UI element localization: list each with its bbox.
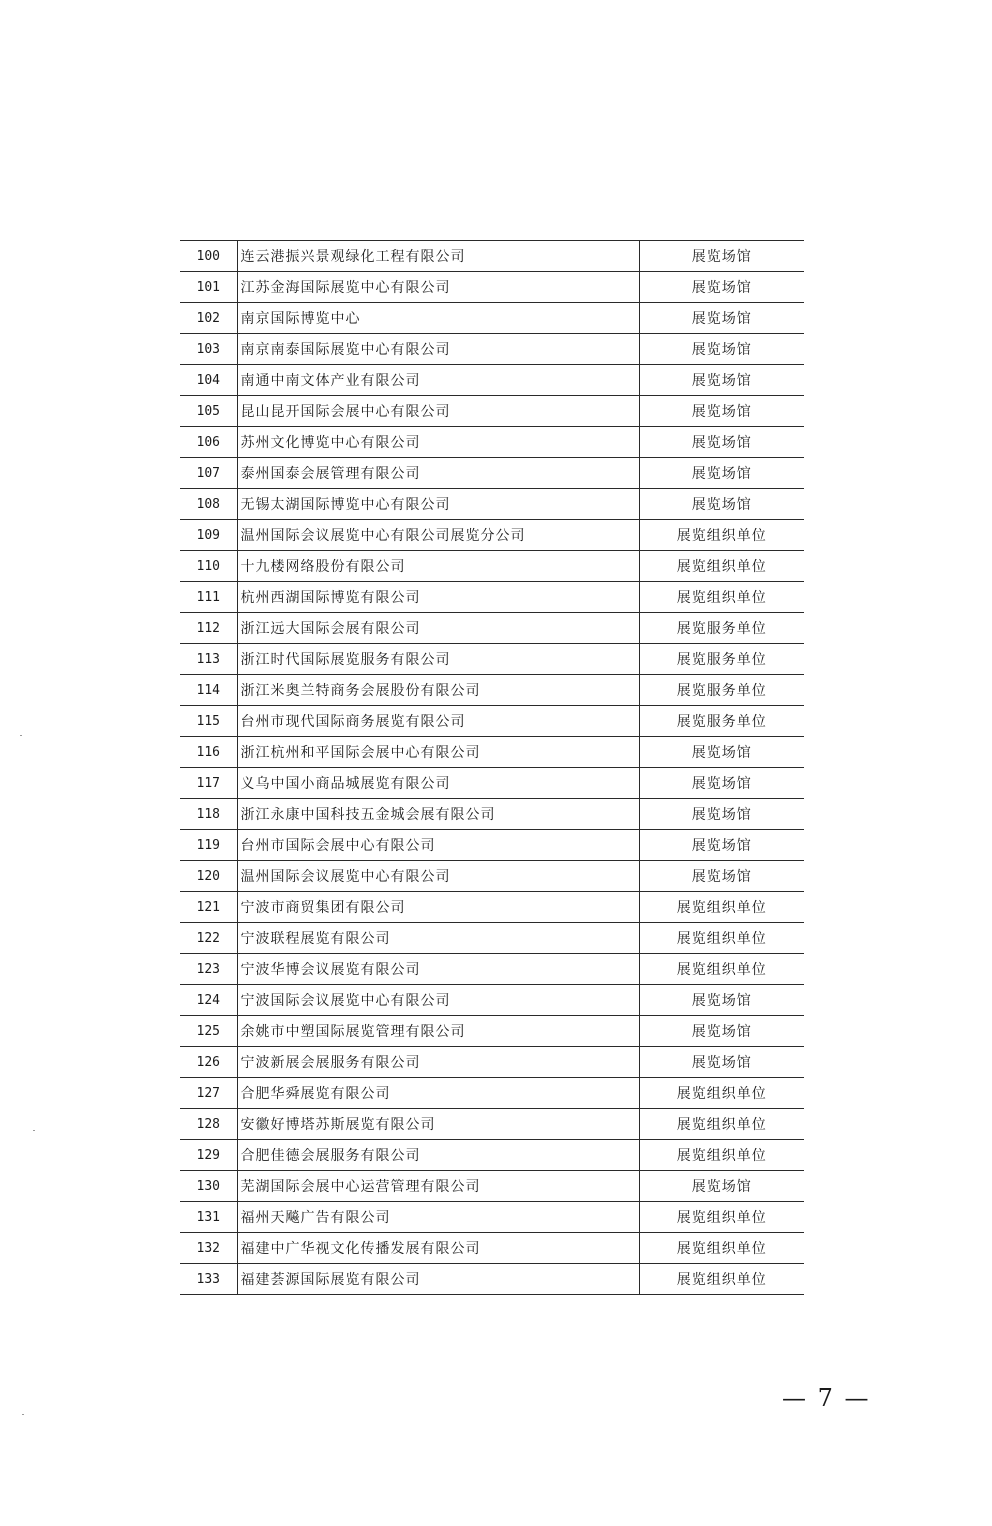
exhibition-units-table-container [180, 240, 804, 1295]
table-row [180, 272, 804, 303]
unit-type: 展览场馆 [639, 427, 804, 458]
unit-type: 展览场馆 [639, 303, 804, 334]
unit-type: 展览场馆 [639, 458, 804, 489]
company-name: 余姚市中塑国际展览管理有限公司 [237, 1016, 639, 1047]
company-name: 南通中南文体产业有限公司 [237, 365, 639, 396]
company-name: 福建中广华视文化传播发展有限公司 [237, 1233, 639, 1264]
table-row [180, 1109, 804, 1140]
table-row [180, 954, 804, 985]
unit-type: 展览组织单位 [639, 520, 804, 551]
row-number: 103 [180, 334, 237, 365]
company-name: 十九楼网络股份有限公司 [237, 551, 639, 582]
company-name: 福建荟源国际展览有限公司 [237, 1264, 639, 1295]
table-row [180, 365, 804, 396]
unit-type: 展览组织单位 [639, 1202, 804, 1233]
row-number: 106 [180, 427, 237, 458]
table-row [180, 892, 804, 923]
unit-type: 展览场馆 [639, 396, 804, 427]
unit-type: 展览组织单位 [639, 1078, 804, 1109]
row-number: 105 [180, 396, 237, 427]
company-name: 台州市国际会展中心有限公司 [237, 830, 639, 861]
table-row [180, 427, 804, 458]
row-number: 112 [180, 613, 237, 644]
unit-type: 展览场馆 [639, 1047, 804, 1078]
row-number: 121 [180, 892, 237, 923]
company-name: 浙江杭州和平国际会展中心有限公司 [237, 737, 639, 768]
row-number: 109 [180, 520, 237, 551]
table-row [180, 241, 804, 272]
row-number: 108 [180, 489, 237, 520]
table-row [180, 923, 804, 954]
row-number: 133 [180, 1264, 237, 1295]
unit-type: 展览场馆 [639, 489, 804, 520]
row-number: 111 [180, 582, 237, 613]
company-name: 宁波新展会展服务有限公司 [237, 1047, 639, 1078]
unit-type: 展览组织单位 [639, 582, 804, 613]
table-row [180, 675, 804, 706]
unit-type: 展览组织单位 [639, 1233, 804, 1264]
table-row [180, 396, 804, 427]
table-row [180, 1078, 804, 1109]
row-number: 116 [180, 737, 237, 768]
row-number: 130 [180, 1171, 237, 1202]
row-number: 126 [180, 1047, 237, 1078]
company-name: 杭州西湖国际博览有限公司 [237, 582, 639, 613]
table-row [180, 1140, 804, 1171]
table-row [180, 1171, 804, 1202]
unit-type: 展览组织单位 [639, 923, 804, 954]
company-name: 浙江时代国际展览服务有限公司 [237, 644, 639, 675]
row-number: 114 [180, 675, 237, 706]
company-name: 浙江米奥兰特商务会展股份有限公司 [237, 675, 639, 706]
row-number: 119 [180, 830, 237, 861]
row-number: 107 [180, 458, 237, 489]
table-row [180, 985, 804, 1016]
unit-type: 展览场馆 [639, 1171, 804, 1202]
company-name: 宁波华博会议展览有限公司 [237, 954, 639, 985]
page-number: — 7 — [782, 1384, 871, 1412]
unit-type: 展览场馆 [639, 272, 804, 303]
table-row [180, 737, 804, 768]
scan-speck [20, 735, 22, 736]
row-number: 104 [180, 365, 237, 396]
table-row [180, 582, 804, 613]
table-row [180, 520, 804, 551]
table-row [180, 644, 804, 675]
table-row [180, 768, 804, 799]
company-name: 苏州文化博览中心有限公司 [237, 427, 639, 458]
row-number: 117 [180, 768, 237, 799]
unit-type: 展览服务单位 [639, 613, 804, 644]
row-number: 124 [180, 985, 237, 1016]
exhibition-units-table [180, 240, 804, 1295]
unit-type: 展览场馆 [639, 334, 804, 365]
unit-type: 展览组织单位 [639, 892, 804, 923]
row-number: 113 [180, 644, 237, 675]
row-number: 132 [180, 1233, 237, 1264]
company-name: 温州国际会议展览中心有限公司展览分公司 [237, 520, 639, 551]
unit-type: 展览场馆 [639, 365, 804, 396]
table-row [180, 1264, 804, 1295]
table-row [180, 489, 804, 520]
company-name: 宁波联程展览有限公司 [237, 923, 639, 954]
company-name: 台州市现代国际商务展览有限公司 [237, 706, 639, 737]
table-row [180, 830, 804, 861]
scan-speck [33, 1130, 35, 1131]
table-row [180, 1047, 804, 1078]
company-name: 合肥华舜展览有限公司 [237, 1078, 639, 1109]
company-name: 宁波国际会议展览中心有限公司 [237, 985, 639, 1016]
row-number: 125 [180, 1016, 237, 1047]
unit-type: 展览场馆 [639, 241, 804, 272]
row-number: 123 [180, 954, 237, 985]
company-name: 浙江永康中国科技五金城会展有限公司 [237, 799, 639, 830]
row-number: 131 [180, 1202, 237, 1233]
table-row [180, 799, 804, 830]
company-name: 合肥佳德会展服务有限公司 [237, 1140, 639, 1171]
unit-type: 展览组织单位 [639, 1264, 804, 1295]
company-name: 安徽好博塔苏斯展览有限公司 [237, 1109, 639, 1140]
company-name: 福州天飚广告有限公司 [237, 1202, 639, 1233]
company-name: 宁波市商贸集团有限公司 [237, 892, 639, 923]
company-name: 芜湖国际会展中心运营管理有限公司 [237, 1171, 639, 1202]
company-name: 昆山昆开国际会展中心有限公司 [237, 396, 639, 427]
company-name: 南京南泰国际展览中心有限公司 [237, 334, 639, 365]
unit-type: 展览服务单位 [639, 706, 804, 737]
row-number: 129 [180, 1140, 237, 1171]
unit-type: 展览场馆 [639, 768, 804, 799]
company-name: 泰州国泰会展管理有限公司 [237, 458, 639, 489]
company-name: 无锡太湖国际博览中心有限公司 [237, 489, 639, 520]
table-row [180, 613, 804, 644]
row-number: 101 [180, 272, 237, 303]
row-number: 102 [180, 303, 237, 334]
unit-type: 展览场馆 [639, 985, 804, 1016]
table-row [180, 334, 804, 365]
row-number: 110 [180, 551, 237, 582]
unit-type: 展览场馆 [639, 737, 804, 768]
company-name: 温州国际会议展览中心有限公司 [237, 861, 639, 892]
scan-speck [22, 1414, 24, 1415]
row-number: 115 [180, 706, 237, 737]
table-body [180, 241, 804, 1295]
row-number: 122 [180, 923, 237, 954]
table-row [180, 706, 804, 737]
table-row [180, 303, 804, 334]
unit-type: 展览组织单位 [639, 551, 804, 582]
table-row [180, 551, 804, 582]
company-name: 连云港振兴景观绿化工程有限公司 [237, 241, 639, 272]
row-number: 120 [180, 861, 237, 892]
row-number: 128 [180, 1109, 237, 1140]
table-row [180, 861, 804, 892]
company-name: 浙江远大国际会展有限公司 [237, 613, 639, 644]
company-name: 义乌中国小商品城展览有限公司 [237, 768, 639, 799]
row-number: 100 [180, 241, 237, 272]
unit-type: 展览场馆 [639, 830, 804, 861]
table-row [180, 1233, 804, 1264]
unit-type: 展览服务单位 [639, 644, 804, 675]
row-number: 127 [180, 1078, 237, 1109]
unit-type: 展览服务单位 [639, 675, 804, 706]
table-row [180, 1016, 804, 1047]
unit-type: 展览组织单位 [639, 1140, 804, 1171]
unit-type: 展览场馆 [639, 861, 804, 892]
row-number: 118 [180, 799, 237, 830]
unit-type: 展览组织单位 [639, 1109, 804, 1140]
company-name: 南京国际博览中心 [237, 303, 639, 334]
unit-type: 展览组织单位 [639, 954, 804, 985]
unit-type: 展览场馆 [639, 799, 804, 830]
table-row [180, 1202, 804, 1233]
unit-type: 展览场馆 [639, 1016, 804, 1047]
table-row [180, 458, 804, 489]
company-name: 江苏金海国际展览中心有限公司 [237, 272, 639, 303]
